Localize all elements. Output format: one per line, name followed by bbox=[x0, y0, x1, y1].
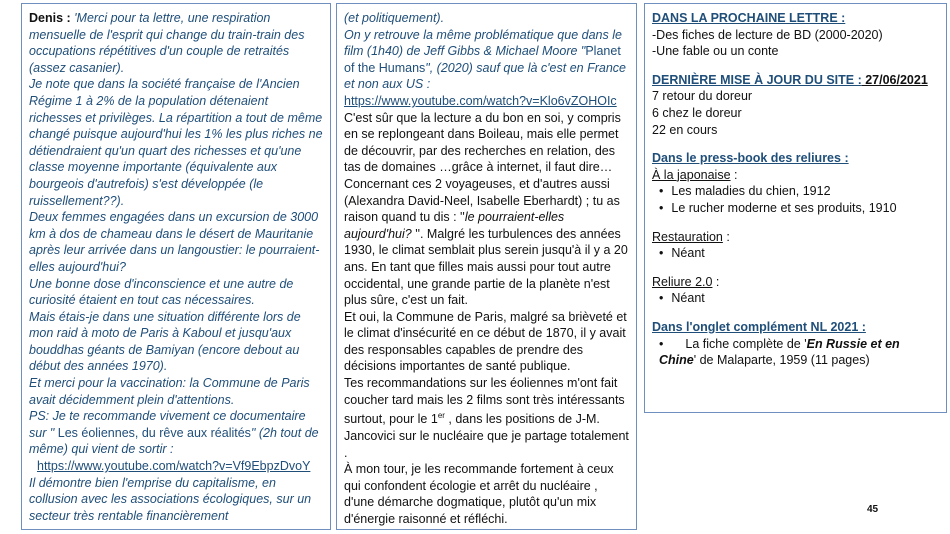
onglet-item bbox=[652, 336, 939, 369]
letter-paragraph: C'est sûr que la lecture a du bon en soi, y compris en se replongeant dans Boileau, mais elle permet de découvrir, par des recherches en relation, des tas de domaines …grâce à internet, il faut dire… bbox=[344, 110, 621, 175]
letter-text: 'Merci pour ta lettre, une respiration mensuelle de l'esprit qui change du train-train des occupations répétitives d'un couple de retraités (assez casanier). bbox=[29, 11, 305, 75]
news-column bbox=[644, 3, 947, 413]
letter-text: PS: Je te recommande vivement ce documentaire sur " bbox=[29, 409, 306, 440]
letter-text: ''. Malgré les turbulences des années 1930, le climat semblait plus serein jusqu'à il y a 20 ans. En tant que filles mais aussi pour tout autre occidental, une grande partie de la planète n'est plus sûre, c'est un fait. bbox=[344, 226, 628, 308]
quote-text: le pourraient-elles aujourd'hui? bbox=[344, 210, 565, 241]
letter-paragraph: Deux femmes engagées dans un excursion de 3000 km à dos de chameau dans le désert de Mauritanie après leur arrivée dans un langoustier: le pourraient-elles aujourd'hui? bbox=[29, 210, 320, 274]
book-title: En Russie et en Chine bbox=[659, 336, 900, 368]
press-item: • Le rucher moderne et ses produits, 1910 bbox=[652, 200, 939, 217]
letter-text: Tes recommandations sur les éoliennes m'ont fait coucher tard mais les 2 films sont très intéressants surtout, pour le 1 bbox=[344, 376, 625, 427]
documentary-title: Les éoliennes, du rêve aux réalités bbox=[54, 425, 251, 440]
letter-text: Concernant ces 2 voyageuses, et d'autres aussi (Alexandra David-Neel, Isabelle Eberhardt) ; tu as raison quand tu dis : '' bbox=[344, 176, 620, 225]
author-name: Denis : bbox=[29, 11, 71, 25]
press-item: • Les maladies du chien, 1912 bbox=[652, 183, 939, 200]
letter-paragraph: Et merci pour la vaccination: la Commune de Paris avait décidemment plein d'attentions. bbox=[29, 376, 310, 407]
youtube-link[interactable]: https://www.youtube.com/watch?v=Vf9EbpzDvoY bbox=[37, 459, 311, 474]
status-line: 7 retour du doreur bbox=[652, 89, 753, 104]
press-item: • Néant bbox=[652, 290, 939, 307]
label-suffix: : bbox=[722, 229, 730, 244]
label-suffix: : bbox=[730, 167, 738, 182]
status-line: 6 chez le doreur bbox=[652, 105, 742, 120]
press-book-heading: Dans le press-book des reliures : bbox=[652, 151, 849, 166]
letter-text: ", (2020) sauf que là c'est en France et non aux US : bbox=[344, 60, 626, 92]
letter-paragraph bbox=[344, 27, 629, 93]
letter-text: On y retrouve la même problématique que dans le film (1h40) de Jeff Gibbs & Michael Moore " bbox=[344, 27, 622, 59]
next-letter-heading: DANS LA PROCHAINE LETTRE : bbox=[652, 11, 846, 25]
letter-paragraph: (et politiquement). bbox=[344, 11, 445, 25]
film-title: Planet of the Humans bbox=[344, 44, 621, 75]
superscript: er bbox=[437, 411, 445, 421]
letter-paragraph: Mais étais-je dans une situation différente lors de mon raid à moto de Paris à Kaboul et jusqu'aux bouddhas géants de Bamiyan (encore debout au début des années 1970). bbox=[29, 309, 301, 374]
letter-paragraph: Je note que dans la société française de l'Ancien Régime 1 à 2% de la population détenaient richesses et privilèges. La répartition a tout de même changé puisque aujourd'hui les 1% les plus riches ne détiendraient qu'un quart des richesses et qu'une classe moyenne importante (équivalente aux bourgeois d'autrefois) s'est développée (le ruissellement??). bbox=[29, 77, 323, 208]
letter-column-1 bbox=[21, 3, 331, 530]
update-date: 27/06/2021 bbox=[861, 72, 928, 87]
letter-text: " (2h tout de même) qui vient de sortir : bbox=[29, 425, 319, 457]
letter-paragraph: Il démontre bien l'emprise du capitalisme, en collusion avec les associations écologiques, sur un secteur très rentable financièrement bbox=[29, 475, 312, 523]
onglet-text: La fiche complète de ' bbox=[685, 336, 807, 351]
onglet-heading: Dans l'onglet complément NL 2021 : bbox=[652, 319, 866, 334]
japan-label: À la japonaise bbox=[652, 167, 731, 182]
letter-paragraph bbox=[344, 176, 629, 309]
press-item: • Néant bbox=[652, 245, 939, 262]
youtube-link[interactable]: https://www.youtube.com/watch?v=Klo6vZOHOIc bbox=[344, 93, 617, 108]
letter-column-2 bbox=[336, 3, 637, 530]
update-heading: DERNIÈRE MISE À JOUR DU SITE : bbox=[652, 72, 862, 87]
label-suffix: : bbox=[712, 274, 720, 289]
letter-paragraph bbox=[29, 408, 323, 458]
letter-paragraph bbox=[29, 10, 323, 76]
reliure-label: Reliure 2.0 bbox=[652, 274, 713, 289]
page-number: 45 bbox=[867, 504, 879, 515]
status-line: 22 en cours bbox=[652, 122, 718, 137]
letter-paragraph: Une bonne dose d'inconscience et une autre de curiosité étaient en tout cas nécessaires. bbox=[29, 276, 294, 308]
letter-paragraph: À mon tour, je les recommande fortement à ceux qui confondent écologie et arrêt du nucléaire , d'une démarche dogmatique, plutôt qu'un mix d'énergie raisonné et réfléchi. bbox=[344, 462, 614, 526]
letter-text: , dans les positions de J-M. Jancovici sur le nucléaire que je partage totalement . bbox=[344, 412, 629, 460]
next-letter-item: -Une fable ou un conte bbox=[652, 44, 779, 59]
restauration-label: Restauration bbox=[652, 229, 723, 244]
onglet-text: ' de Malaparte, 1959 (11 pages) bbox=[693, 353, 870, 368]
letter-paragraph: Et oui, la Commune de Paris, malgré sa brièveté et le climat d'insécurité en ce début de 1870, il y avait des responsables capables de prendre des décisions importantes de santé publique. bbox=[344, 309, 627, 374]
next-letter-item: -Des fiches de lecture de BD (2000-2020) bbox=[652, 27, 883, 42]
letter-paragraph bbox=[344, 375, 629, 461]
